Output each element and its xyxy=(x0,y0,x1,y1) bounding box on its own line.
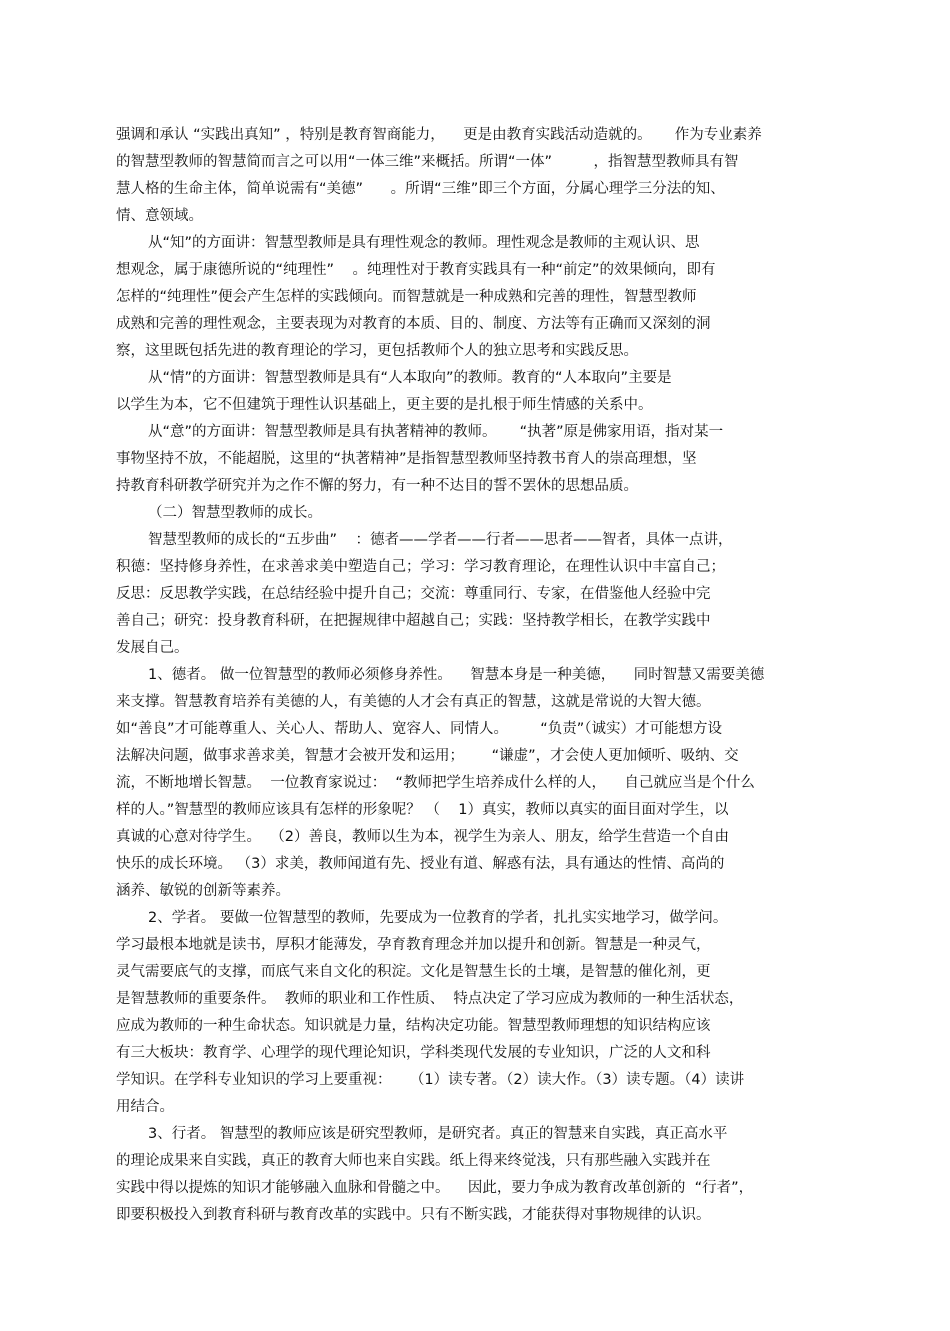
section-heading: （二）智慧型教师的成长。 xyxy=(148,505,322,521)
text-line: 察，这里既包括先进的教育理论的学习，更包括教师个人的独立思考和实践反思。 xyxy=(116,343,638,359)
text-line: 想观念，属于康德所说的“纯理性” 。纯理性对于教育实践具有一种“前定”的效果倾向，即有 xyxy=(116,262,716,278)
text-line: 的智慧型教师的智慧简而言之可以用“一体三维”来概括。所谓“一体” ，指智慧型教师具有智 xyxy=(116,154,739,170)
text-line: 发展自己。 xyxy=(116,640,189,656)
text-line: 应成为教师的一种生命状态。知识就是力量，结构决定功能。智慧型教师理想的知识结构应该 xyxy=(116,1018,711,1034)
paragraph-start: 1、德者。 做一位智慧型的教师必须修身养性。 智慧本身是一种美德， 同时智慧又需要美德 xyxy=(148,667,765,683)
paragraph-start: 智慧型教师的成长的“五步曲” ：德者——学者——行者——思者——智者，具体一点讲， xyxy=(148,532,733,548)
text-line: 灵气需要底气的支撑，而底气来自文化的积淀。文化是智慧生长的土壤，是智慧的催化剂，更 xyxy=(116,964,711,980)
text-line: 是智慧教师的重要条件。 教师的职业和工作性质、 特点决定了学习应成为教师的一种生活状态， xyxy=(116,991,744,1007)
paragraph-start: 从“情”的方面讲：智慧型教师是具有“人本取向”的教师。教育的“人本取向”主要是 xyxy=(148,370,672,386)
text-line: 法解决问题，做事求善求美，智慧才会被开发和运用； “谦虚”，才会使人更加倾听、吸纳、交 xyxy=(116,748,739,764)
text-line: 涵养、敏锐的创新等素养。 xyxy=(116,883,290,899)
text-line: 强调和承认 “实践出真知” ，特别是教育智商能力， 更是由教育实践活动造就的。 作为专业素养 xyxy=(116,127,762,143)
paragraph-start: 从“意”的方面讲：智慧型教师是具有执著精神的教师。 “执著”原是佛家用语，指对某一 xyxy=(148,424,724,440)
text-line: 样的人。”智慧型的教师应该具有怎样的形象呢？ （ 1）真实，教师以真实的面目面对学生，以 xyxy=(116,802,729,818)
text-line: 积德：坚持修身养性，在求善求美中塑造自己；学习：学习教育理论，在理性认识中丰富自己； xyxy=(116,559,725,575)
text-line: 以学生为本，它不但建筑于理性认识基础上，更主要的是扎根于师生情感的关系中。 xyxy=(116,397,653,413)
text-line: 善自己；研究：投身教育科研，在把握规律中超越自己；实践：坚持教学相长，在教学实践中 xyxy=(116,613,711,629)
text-line: 有三大板块：教育学、心理学的现代理论知识，学科类现代发展的专业知识，广泛的人文和科 xyxy=(116,1045,711,1061)
paragraph-start: 3、行者。 智慧型的教师应该是研究型教师，是研究者。真正的智慧来自实践，真正高水平 xyxy=(148,1126,728,1142)
paragraph-start: 2、学者。 要做一位智慧型的教师，先要成为一位教育的学者，扎扎实实地学习，做学问。 xyxy=(148,910,728,926)
text-line: 真诚的心意对待学生。 （2）善良，教师以生为本，视学生为亲人、朋友，给学生营造一个自由 xyxy=(116,829,729,845)
text-line: 实践中得以提炼的知识才能够融入血脉和骨髓之中。 因此，要力争成为教育改革创新的 “行者”， xyxy=(116,1180,754,1196)
text-line: 慧人格的生命主体，简单说需有“美德” 。所谓“三维”即三个方面，分属心理学三分法的知、 xyxy=(116,181,725,197)
text-line: 反思：反思教学实践，在总结经验中提升自己；交流：尊重同行、专家，在借鉴他人经验中完 xyxy=(116,586,711,602)
paragraph-start: 从“知”的方面讲：智慧型教师是具有理性观念的教师。理性观念是教师的主观认识、思 xyxy=(148,235,700,251)
text-line: 持教育科研教学研究并为之作不懈的努力，有一种不达目的誓不罢休的思想品质。 xyxy=(116,478,638,494)
text-line: 来支撑。智慧教育培养有美德的人，有美德的人才会有真正的智慧，这就是常说的大智大德。 xyxy=(116,694,711,710)
text-line: 即要积极投入到教育科研与教育改革的实践中。只有不断实践，才能获得对事物规律的认识。 xyxy=(116,1207,711,1223)
text-line: 如“善良”才可能尊重人、关心人、帮助人、宽容人、同情人。 “负责”（诚实）才可能想方设 xyxy=(116,721,723,737)
text-line: 事物坚持不放，不能超脱，这里的“执著精神”是指智慧型教师坚持教书育人的崇高理想，坚 xyxy=(116,451,697,467)
text-line: 用结合。 xyxy=(116,1099,174,1115)
text-line: 成熟和完善的理性观念，主要表现为对教育的本质、目的、制度、方法等有正确而又深刻的洞 xyxy=(116,316,711,332)
text-line: 情、意领域。 xyxy=(116,208,203,224)
text-line: 学知识。在学科专业知识的学习上要重视： （1）读专著。（2）读大作。（3）读专题。（4）读讲 xyxy=(116,1072,745,1088)
text-line: 流，不断地增长智慧。 一位教育家说过： “教师把学生培养成什么样的人， 自己就应当是个什么 xyxy=(116,775,755,791)
text-line: 快乐的成长环境。 （3）求美，教师闻道有先、授业有道、解惑有法，具有通达的性情、高尚的 xyxy=(116,856,725,872)
text-line: 学习最根本地就是读书，厚积才能薄发，孕育教育理念并加以提升和创新。智慧是一种灵气， xyxy=(116,937,711,953)
text-line: 怎样的“纯理性”便会产生怎样的实践倾向。而智慧就是一种成熟和完善的理性，智慧型教师 xyxy=(116,289,697,305)
text-line: 的理论成果来自实践，真正的教育大师也来自实践。纸上得来终觉浅，只有那些融入实践并在 xyxy=(116,1153,711,1169)
